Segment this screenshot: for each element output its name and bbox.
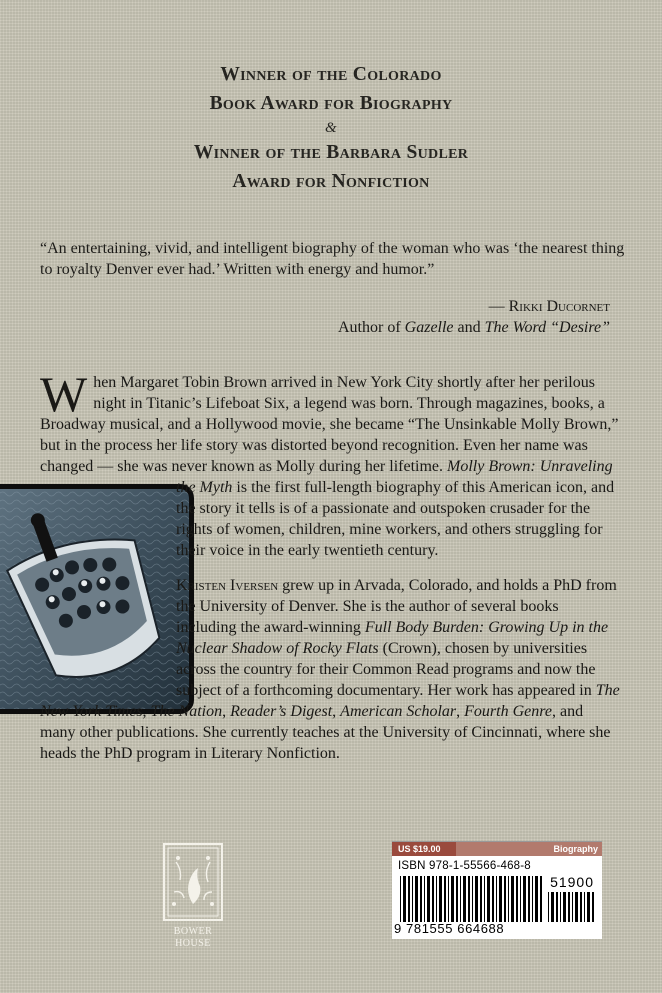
barcode-bar — [480, 876, 482, 922]
barcode-bar — [492, 876, 494, 922]
description-part-2: is the first full-length biography of this American icon, and the story it tells is of a passionate and outspoken crusader for the rights of women, children, mine workers, and others struggling for their voice in the early twentieth century. — [176, 479, 615, 559]
barcode-bar — [528, 876, 530, 922]
sep-3: , — [332, 703, 341, 720]
barcode-bar — [575, 892, 578, 922]
barcode-bar — [520, 876, 521, 922]
barcode-bar — [499, 876, 502, 922]
photo-spacer — [0, 462, 162, 692]
barcode-block — [392, 841, 602, 939]
barcode-bar — [463, 876, 466, 922]
publisher-line-1: BOWER — [173, 926, 213, 937]
award-line-2: Book Award for Biography — [209, 93, 453, 114]
barcode-bar — [535, 876, 538, 922]
award-ampersand: & — [325, 120, 337, 136]
barcode-bar — [532, 876, 533, 922]
award-line-3: Winner of the Barbara Sudler — [193, 142, 469, 163]
barcode-bar — [475, 876, 478, 922]
barcode-bar — [511, 876, 514, 922]
barcode-bar — [460, 876, 461, 922]
drop-cap: W — [40, 366, 88, 422]
barcode-bar — [436, 876, 437, 922]
barcode-bar — [400, 876, 401, 922]
description-part-1: hen Margaret Tobin Brown arrived in New York City shortly after her perilous night in Titanic’s Lifeboat Six, a legend was born. Through magazines, books, a Broadway musical, and a Hollywood movie, she became “The Unsinkable Molly Brown,” but in the process her life story was distorted beyond recognition. Even her name was changed — she was never known as Molly during her lifetime. — [40, 374, 619, 475]
barcode-bar — [424, 876, 425, 922]
barcode-bar — [572, 892, 573, 922]
publication-1: The New York Times — [40, 682, 620, 720]
barcode-bar — [456, 876, 458, 922]
award-line-1: Winner of the Colorado — [220, 64, 442, 85]
bio-part-2: (Crown), chosen by universities across the country for their Common Read programs and now the subject of a forthcoming documentary. Her work has appeared in — [176, 640, 596, 699]
barcode-bar — [508, 876, 509, 922]
ean-barcode — [400, 876, 542, 922]
barcode-bar — [484, 876, 485, 922]
reviewer-and: and — [453, 319, 485, 336]
ean-digits: 9 781555 664688 — [394, 921, 505, 936]
barcode-bar — [504, 876, 506, 922]
price-row — [392, 842, 602, 856]
description-block — [40, 366, 622, 778]
price-code: 51900 — [550, 874, 594, 890]
barcode-bar — [403, 876, 406, 922]
bio-part-1: grew up in Arvada, Colorado, and holds a PhD from the University of Denver. She is the author of several books including the award-winning — [176, 577, 617, 636]
review-quote: “An entertaining, vivid, and intelligent biography of the woman who was ‘the nearest thing to royalty Denver ever had.’ Written with energy and humor.” — [40, 240, 625, 278]
sep-4: , — [456, 703, 465, 720]
barcode-bar — [563, 892, 566, 922]
barcode-bar — [472, 876, 473, 922]
category-label: Biography — [456, 842, 602, 856]
barcode-bar — [468, 876, 470, 922]
review-attribution — [320, 296, 610, 338]
barcode-bar — [412, 876, 413, 922]
publication-2: The Nation — [150, 703, 223, 720]
barcode-bar — [523, 876, 526, 922]
barcode-bar — [548, 892, 549, 922]
awards-block — [0, 60, 662, 196]
barcode-bar — [448, 876, 449, 922]
author-name: Kristen Iversen — [176, 577, 279, 594]
barcode-bar — [592, 892, 594, 922]
reviewer-name: Rikki Ducornet — [508, 298, 610, 315]
barcode-bar — [427, 876, 430, 922]
attribution-dash: — — [488, 298, 509, 315]
price-barcode — [548, 892, 594, 922]
barcode-bar — [444, 876, 446, 922]
publisher-logo — [162, 842, 224, 950]
bio-book: Full Body Burden: Growing Up in the Nuclear Shadow of Rocky Flats — [176, 619, 609, 657]
publisher-line-2: HOUSE — [175, 938, 211, 949]
barcode-bar — [587, 892, 590, 922]
barcode-bar — [556, 892, 558, 922]
author-of-prefix: Author of — [338, 319, 405, 336]
publication-4: American Scholar — [340, 703, 457, 720]
reviewer-book-1: Gazelle — [404, 319, 454, 336]
award-line-4: Award for Nonfiction — [232, 171, 430, 192]
barcode-bar — [540, 876, 542, 922]
barcode-bar — [496, 876, 497, 922]
barcode-bar — [551, 892, 554, 922]
price-label: US $19.00 — [392, 842, 456, 856]
sep-1: , — [142, 703, 151, 720]
barcode-bar — [584, 892, 585, 922]
bio-part-3: , and many other publications. She currently teaches at the University of Cincinnati, where she heads the PhD program in Literary Nonfiction. — [40, 703, 611, 762]
sep-2: , — [222, 703, 231, 720]
barcode-bar — [516, 876, 518, 922]
bower-house-logo-icon — [162, 842, 224, 950]
reviewer-book-2: The Word “Desire” — [484, 319, 610, 336]
description-paragraph — [40, 366, 622, 561]
publication-3: Reader’s Digest — [230, 703, 333, 720]
barcode-bar — [432, 876, 434, 922]
barcode-bar — [560, 892, 561, 922]
barcode-bar — [420, 876, 422, 922]
barcode-bar — [408, 876, 410, 922]
barcode-bar — [451, 876, 454, 922]
barcode-bar — [439, 876, 442, 922]
barcode-bar — [580, 892, 582, 922]
barcode-bar — [487, 876, 490, 922]
barcode-bar — [568, 892, 570, 922]
book-title: Molly Brown: Unraveling the Myth — [176, 458, 613, 496]
barcode-bar — [415, 876, 418, 922]
isbn-text: ISBN 978-1-55566-468-8 — [398, 860, 531, 872]
publication-5: Fourth Genre — [464, 703, 552, 720]
